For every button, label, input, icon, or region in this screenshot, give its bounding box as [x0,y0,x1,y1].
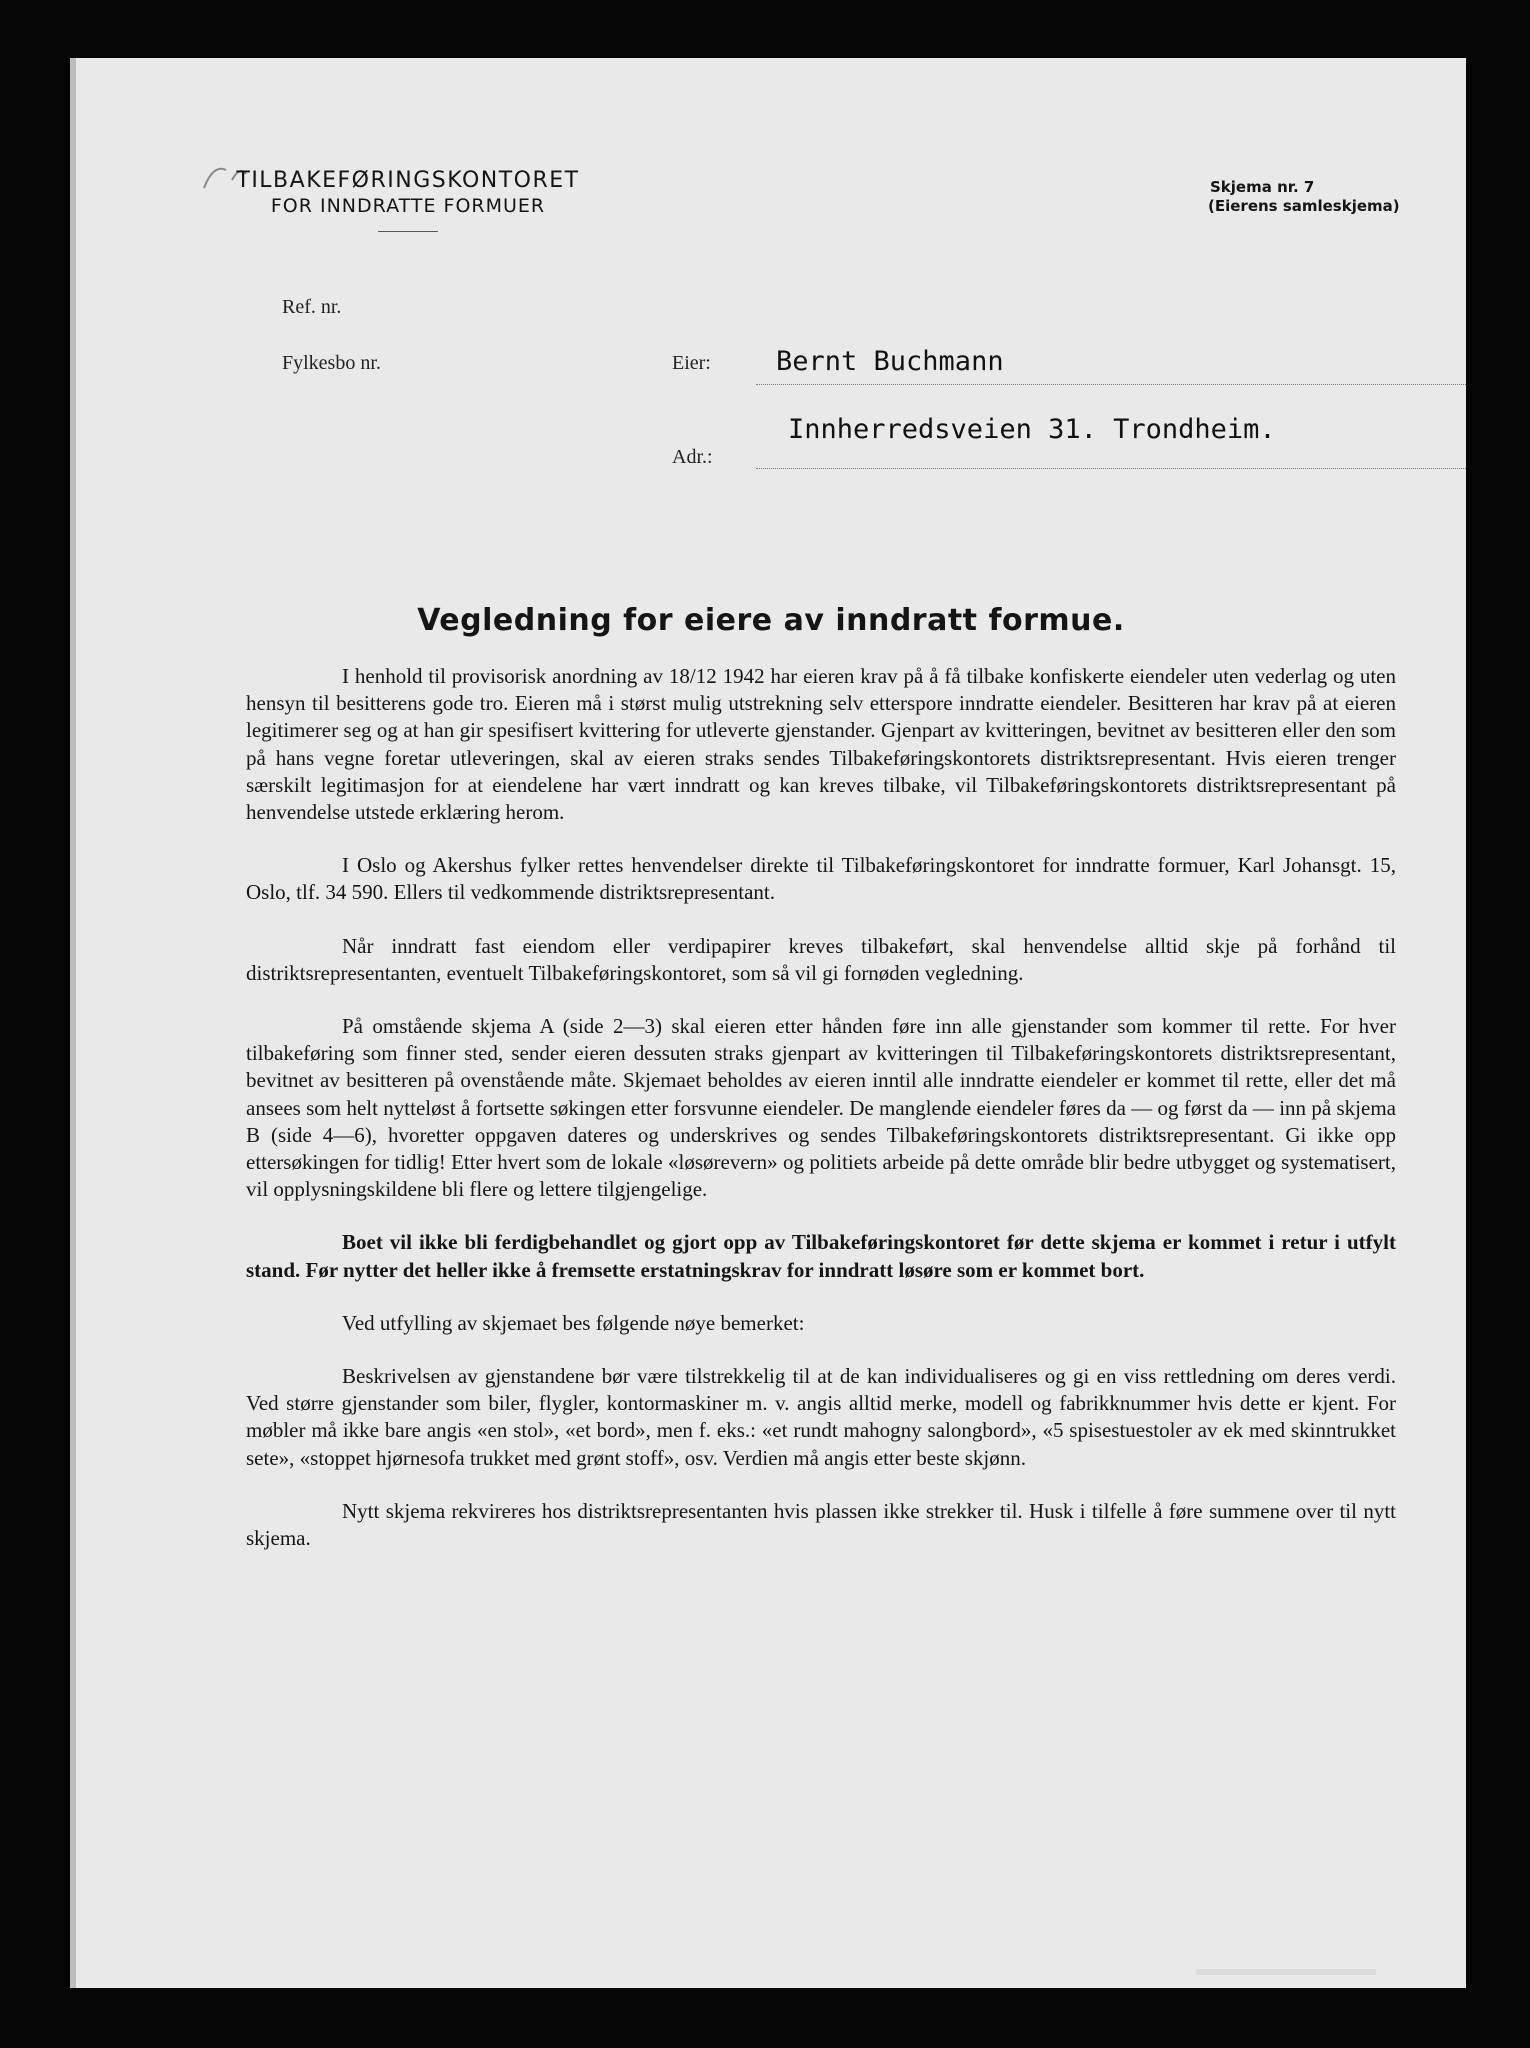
paragraph: Beskrivelsen av gjenstandene bør være tilstrekkelig til at de kan individualiseres og gi en viss rettledning om deres verdi. Ved større gjenstander som biler, flygler, kontormaskiner m. v. angis alltid merke, modell og fabrikknummer hvis dette er kjent. For møbler må ikke bare angis «en stol», «et bord», men f. eks.: «et rundt mahogny salongbord», «5 spisestuestoler av ek med skinntrukket sete», «stoppet hjørnesofa trukket med grønt stoff», osv. Verdien må angis etter beste skjønn. [246,1364,1396,1470]
paragraph: I Oslo og Akershus fylker rettes henvendelser direkte til Tilbakeføringskontoret for inndratte formuer, Karl Johansgt. 15, Oslo, tlf. 34 590. Ellers til vedkommende distriktsrepresentant. [246,853,1396,905]
instructions-body [246,663,1396,1578]
form-id [1208,178,1400,216]
paragraph: Nytt skjema rekvireres hos distriktsrepresentanten hvis plassen ikke strekker til. Husk i tilfelle å føre summene over til nytt skjema. [246,1498,1396,1551]
office-name: TILBAKEFØRINGSKONTORET [236,168,580,193]
paragraph: Boet vil ikke bli ferdigbehandlet og gjort opp av Tilbakeføringskontoret før dette skjema er kommet i retur i utfylt stand. Før nytter det heller ikke å fremsette erstatningskrav for inndratt løsøre som er kommet bort. [246,1230,1396,1282]
owner-value: Bernt Buchmann [776,346,1004,377]
header-rule [378,231,438,232]
fylkesbo-label: Fylkesbo nr. [282,352,381,374]
document-title: Vegledning for eiere av inndratt formue. [417,603,1125,638]
paragraph: På omstående skjema A (side 2—3) skal eieren etter hånden føre inn alle gjenstander som kommer til rette. For hver tilbakeføring som finner sted, sender eieren dessuten straks gjenpart av kvitteringen til Tilbakeføringskontorets distriktsrepresentant, bevitnet av besitteren på ovenstående måte. Skjemaet beholdes av eieren inntil alle inndratte eiendeler er kommet til rette, eller det må ansees som helt nytteløst å fortsette søkingen etter forsvunne eiendeler. De manglende eiendeler føres da — og først da — inn på skjema B (side 4—6), hvoretter oppgaven dateres og underskrives og sendes Tilbakeføringskontorets distriktsrepresentant. Gi ikke opp ettersøkingen for tidlig! Etter hvert som de lokale «løsørevern» og politiets arbeide på dette område blir bedre utbygget og systematisert, vil opplysningskildene bli flere og lettere tilgjengelige. [246,1014,1396,1202]
faint-stamp [1196,1963,1396,1983]
paragraph: I henhold til provisorisk anordning av 18/12 1942 har eieren krav på å få tilbake konfiskerte eiendeler uten vederlag og uten hensyn til besitterens gode tro. Eieren må i størst mulig utstrekning selv etterspore inndratte eiendeler. Besitteren har krav på at eieren legitimerer seg og at han gir spesifisert kvittering for utleverte gjenstander. Gjenpart av kvitteringen, bevitnet av besitteren eller den som på hans vegne foretar utleveringen, skal av eieren straks sendes Tilbakeføringskontorets distriktsrepresentant. Hvis eieren trenger særskilt legitimasjon for at eiendelene har vært inndratt og kan kreves tilbake, vil Tilbakeføringskontorets distriktsrepresentant på henvendelse utstede erklæring herom. [246,664,1396,825]
paragraph: Ved utfylling av skjemaet bes følgende nøye bemerket: [342,1310,805,1335]
office-header [198,168,618,232]
ref-label: Ref. nr. [282,296,342,318]
address-label: Adr.: [672,446,713,468]
document-page [70,58,1466,1988]
address-value: Innherredsveien 31. Trondheim. [788,414,1276,445]
form-subtitle: (Eierens samleskjema) [1208,197,1400,215]
form-number: Skjema nr. 7 [1210,178,1315,196]
paragraph: Når inndratt fast eiendom eller verdipapirer kreves tilbakeført, skal henvendelse alltid skje på forhånd til distriktsrepresentanten, eventuelt Tilbakeføringskontoret, som så vil gi fornøden vegledning. [246,933,1396,985]
office-subtitle: FOR INNDRATTE FORMUER [270,195,546,217]
owner-label: Eier: [672,352,711,374]
owner-line [756,384,1466,385]
address-line [756,468,1466,469]
